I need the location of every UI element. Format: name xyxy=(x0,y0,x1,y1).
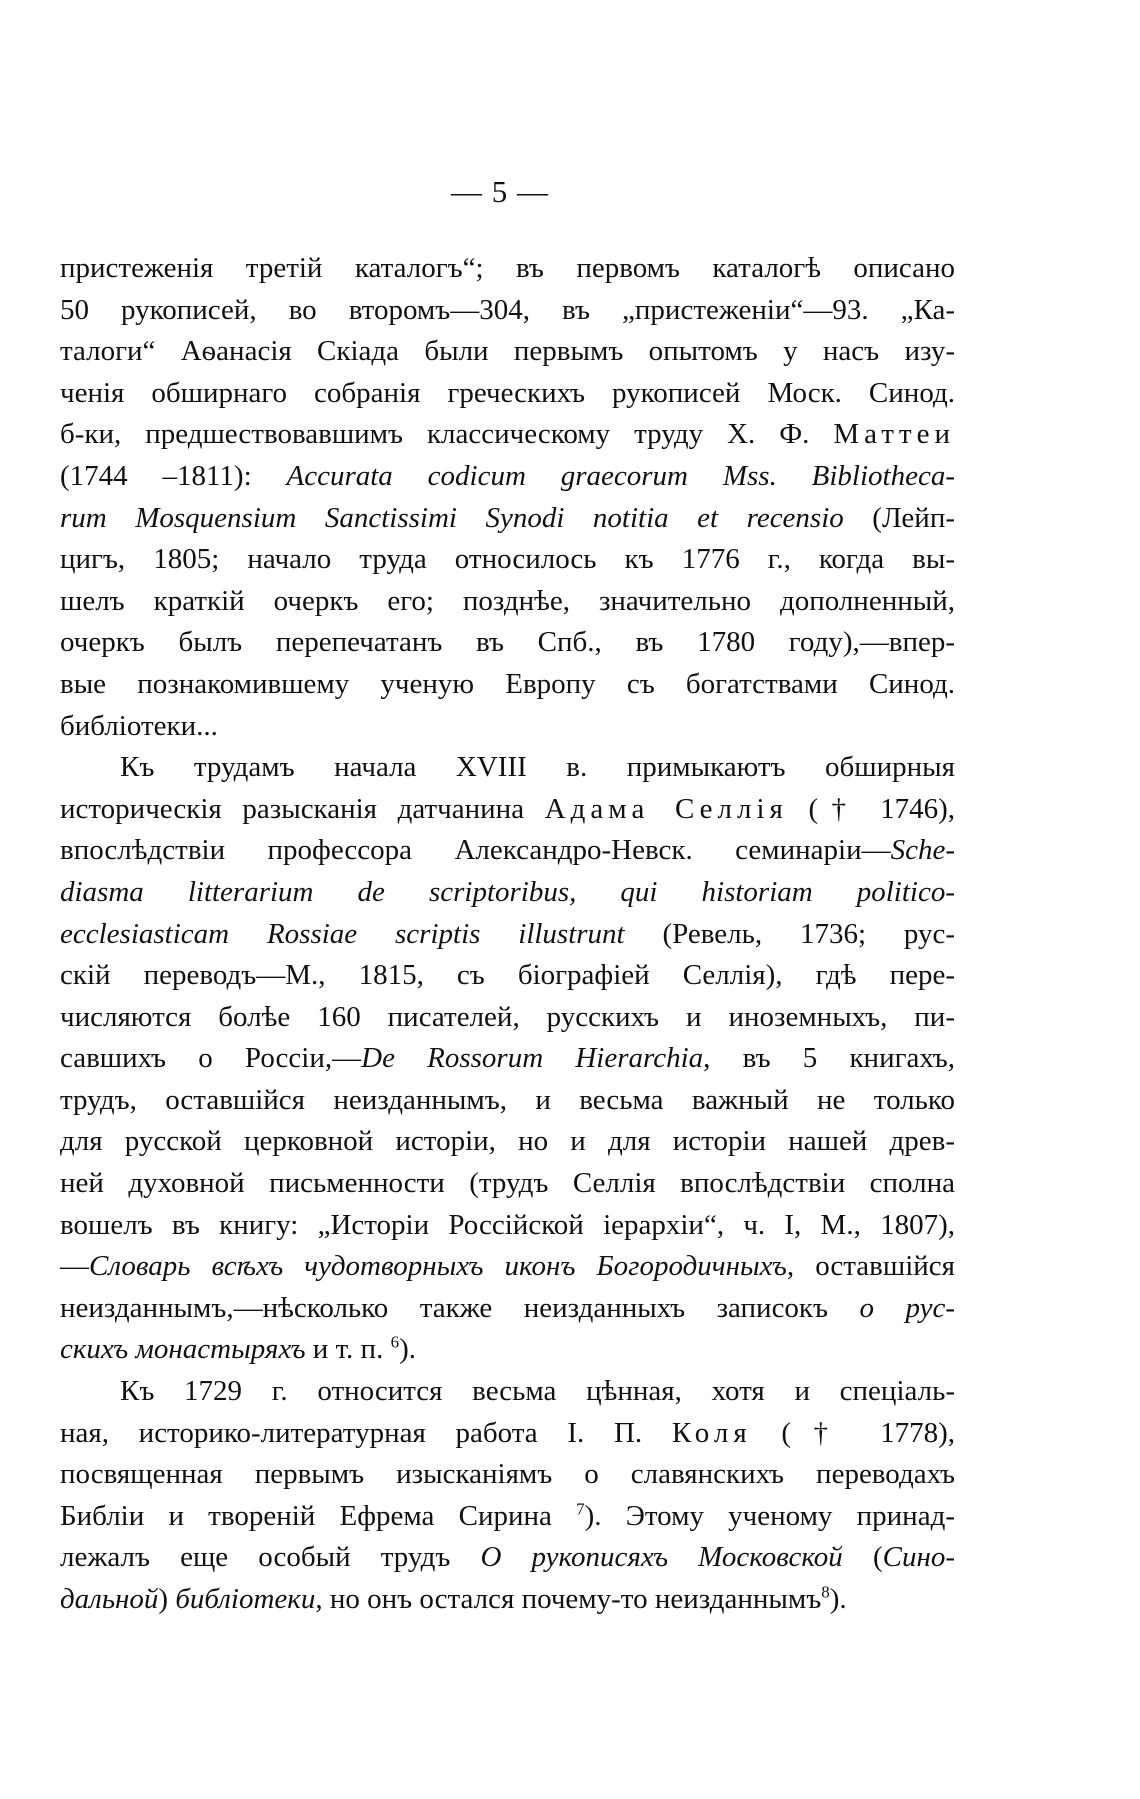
text-line xyxy=(60,1329,955,1371)
text-line xyxy=(60,1496,955,1538)
text-run: († 1778), xyxy=(751,1416,955,1449)
text-run: талоги“ Аѳанасія Скіада были первымъ опытомъ у насъ изу- xyxy=(60,335,955,368)
page-number: — 5 — xyxy=(451,174,549,209)
paragraph xyxy=(60,248,955,747)
italic-text: Sche- xyxy=(890,834,955,867)
italic-text: diasma litterarium de scriptoribus, qui historiam politico- xyxy=(60,875,955,908)
text-line xyxy=(60,331,955,373)
text-run: шелъ краткій очеркъ его; позднѣе, значительно дополненный, xyxy=(60,584,955,617)
italic-text: Accurata codicum graecorum Mss. Bibliotheca- xyxy=(286,459,956,492)
text-run: ) xyxy=(158,1583,176,1615)
text-line xyxy=(60,539,955,581)
italic-text: скихъ монастыряхъ xyxy=(60,1333,306,1366)
text-line xyxy=(60,373,955,415)
text-run: пристеженія третій каталогъ“; въ первомъ каталогѣ описано xyxy=(60,252,955,284)
text-run: посвященная первымъ изысканіямъ о славянскихъ переводахъ xyxy=(60,1458,955,1491)
text-line xyxy=(60,706,955,748)
text-run: цигъ, 1805; начало труда относилось къ 1776 г., когда вы- xyxy=(60,543,955,576)
text-run: вые познакомившему ученую Европу съ богатствами Синод. xyxy=(60,667,955,700)
italic-text: Словарь всѣхъ чудотворныхъ иконъ Богородичныхъ xyxy=(89,1250,787,1283)
text-run: — xyxy=(60,1250,89,1283)
text-line xyxy=(60,456,955,498)
text-run: ). Этому ученому принад- xyxy=(584,1499,955,1532)
italic-text: дальной xyxy=(60,1583,159,1615)
text-run: впослѣдствіи профессора Александро-Невск. семинаріи— xyxy=(60,834,891,867)
text-line xyxy=(60,414,955,456)
text-run: трудъ, оставшійся неизданнымъ, и весьма важный не только xyxy=(60,1083,955,1116)
text-run: ( xyxy=(842,1541,883,1574)
text-run: , но онъ остался почему-то неизданнымъ xyxy=(315,1583,822,1615)
footnote-ref: 6 xyxy=(390,1332,400,1352)
text-line xyxy=(60,1454,955,1496)
text-run: для русской церковной исторіи, но и для исторіи нашей древ- xyxy=(60,1125,955,1158)
text-run: историческія разысканія датчанина xyxy=(60,792,545,825)
text-run: (Ревель, 1736; рус- xyxy=(624,917,955,950)
text-run: вошелъ въ книгу: „Исторіи Россійской іерархіи“, ч. I, М., 1807), xyxy=(60,1208,955,1241)
text-run: савшихъ о Россіи,— xyxy=(60,1042,362,1075)
text-run: и т. п. xyxy=(305,1333,391,1366)
paragraph xyxy=(60,747,955,1371)
text-line xyxy=(60,1371,955,1413)
paragraph xyxy=(60,1371,955,1621)
text-line xyxy=(60,290,955,332)
text-run: Къ 1729 г. относится весьма цѣнная, хотя и спеціаль- xyxy=(120,1375,955,1408)
footnote-ref: 7 xyxy=(576,1499,585,1519)
text-line xyxy=(60,1163,955,1205)
text-line xyxy=(60,1288,955,1330)
text-line xyxy=(60,622,955,664)
text-line xyxy=(60,997,955,1039)
text-run: ченія обширнаго собранія греческихъ рукописей Моск. Синод. xyxy=(60,376,955,409)
text-run: († 1746), xyxy=(787,792,955,825)
italic-text: Сино- xyxy=(882,1541,955,1574)
text-run: скій переводъ—М., 1815, съ біографіей Селлія), гдѣ пере- xyxy=(60,959,955,992)
text-line xyxy=(60,789,955,831)
text-run: (Лейп- xyxy=(843,501,955,534)
text-run: ). xyxy=(399,1333,417,1366)
text-line xyxy=(60,1579,955,1621)
text-line xyxy=(60,581,955,623)
text-run: (1744 –1811): xyxy=(60,459,287,492)
text-line xyxy=(60,1080,955,1122)
spaced-name: Коля xyxy=(671,1416,752,1449)
text-line xyxy=(60,1038,955,1080)
body-text xyxy=(60,248,955,1621)
text-run: ). xyxy=(829,1583,847,1615)
text-run: ная, историко-литературная работа І. П. xyxy=(60,1416,672,1449)
text-run: неизданнымъ,—нѣсколько также неизданныхъ записокъ xyxy=(60,1291,860,1324)
text-line xyxy=(60,1121,955,1163)
text-line xyxy=(60,1205,955,1247)
text-line xyxy=(60,248,955,290)
text-run: Библіи и твореній Ефрема Сирина xyxy=(60,1499,577,1532)
text-run: очеркъ былъ перепечатанъ въ Спб., въ 1780 году),—впер- xyxy=(60,626,955,659)
spaced-name: Адама Селлія xyxy=(544,792,788,825)
italic-text: rum Mosquensium Sanctissimi Synodi notitia et recensio xyxy=(60,501,844,534)
text-line xyxy=(60,830,955,872)
text-run: библіотеки... xyxy=(60,709,218,742)
text-line xyxy=(60,1413,955,1455)
italic-text: о рус- xyxy=(859,1291,955,1324)
text-line xyxy=(60,1246,955,1288)
italic-text: О рукописяхъ Московской xyxy=(480,1541,843,1574)
text-line xyxy=(60,664,955,706)
text-line xyxy=(60,498,955,540)
text-line xyxy=(60,1537,955,1579)
text-run: , оставшійся xyxy=(786,1250,955,1283)
text-line xyxy=(60,955,955,997)
text-run: 50 рукописей, во второмъ—304, въ „пристеженіи“—93. „Ка- xyxy=(60,293,955,326)
text-line xyxy=(60,914,955,956)
spaced-name: Маттеи xyxy=(833,418,955,451)
text-run: Къ трудамъ начала XVIII в. примыкаютъ обширныя xyxy=(120,751,955,784)
text-line xyxy=(60,872,955,914)
italic-text: De Rossorum Hierarchia xyxy=(361,1042,704,1075)
text-run: , въ 5 книгахъ, xyxy=(703,1042,955,1075)
italic-text: библіотеки xyxy=(175,1583,316,1615)
text-run: числяются болѣе 160 писателей, русскихъ и иноземныхъ, пи- xyxy=(60,1000,955,1033)
footnote-ref: 8 xyxy=(821,1582,830,1602)
italic-text: ecclesiasticam Rossiae scriptis illustrunt xyxy=(60,917,625,950)
text-line xyxy=(60,747,955,789)
text-run: ней духовной письменности (трудъ Селлія впослѣдствіи сполна xyxy=(60,1167,955,1200)
text-run: лежалъ еще особый трудъ xyxy=(60,1541,481,1574)
text-run: б-ки, предшествовавшимъ классическому труду Х. Ф. xyxy=(60,418,834,451)
